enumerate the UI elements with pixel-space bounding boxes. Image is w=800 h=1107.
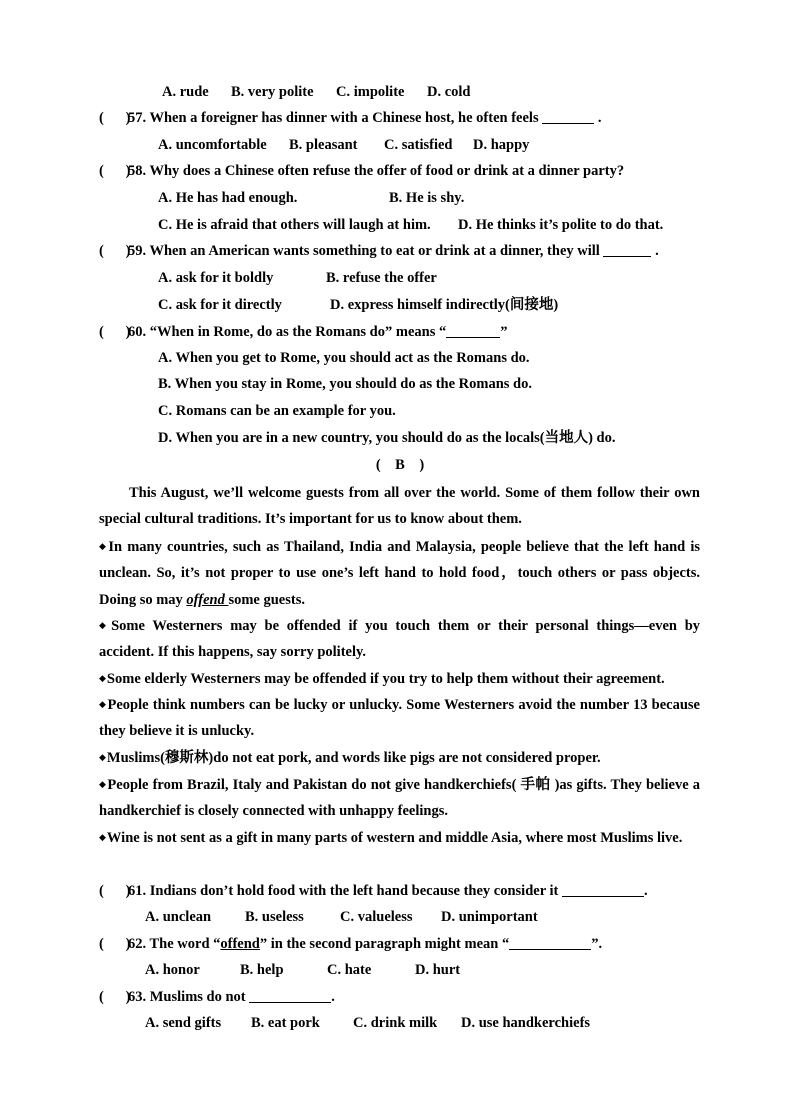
- passage-paragraph-7: [99, 824, 700, 851]
- q61-text-row: [128, 881, 648, 901]
- q62-text-start: 62. The word “: [128, 936, 221, 952]
- q62-option-b: B. help: [240, 962, 284, 978]
- section-b-heading: ( B ): [375, 457, 425, 473]
- q63-text-row: [128, 987, 335, 1007]
- answer-blank[interactable]: [509, 935, 591, 950]
- q58-option-d: D. He thinks it’s polite to do that.: [458, 217, 664, 233]
- q63-option-a: A. send gifts: [145, 1015, 222, 1031]
- q61-option-a: A. unclean: [145, 909, 212, 925]
- q60-text-row: [128, 322, 507, 342]
- diamond-bullet-icon: ◆: [99, 752, 106, 762]
- passage-paragraph-6: [99, 771, 700, 825]
- diamond-bullet-icon: ◆: [99, 699, 107, 709]
- q62-option-a: A. honor: [145, 962, 200, 978]
- q59-option-b: B. refuse the offer: [326, 270, 437, 286]
- q60-option-b: B. When you stay in Rome, you should do as the Romans do.: [158, 376, 532, 392]
- passage-paragraph-4: [99, 691, 700, 745]
- q61-option-d: D. unimportant: [441, 909, 538, 925]
- answer-paren[interactable]: ( ): [99, 163, 131, 179]
- q56-option-b: B. very polite: [231, 84, 314, 100]
- q58-text: 58. Why does a Chinese often refuse the offer of food or drink at a dinner party?: [128, 163, 625, 179]
- q59-text-row: [128, 241, 659, 261]
- q57-end: .: [597, 110, 602, 126]
- q61-option-b: B. useless: [245, 909, 304, 925]
- q62-text-end: ”.: [591, 936, 603, 952]
- answer-paren[interactable]: ( ): [99, 883, 131, 899]
- answer-blank[interactable]: [562, 882, 644, 897]
- answer-paren[interactable]: ( ): [99, 936, 131, 952]
- q56-option-d: D. cold: [427, 84, 471, 100]
- q59-option-c: C. ask for it directly: [158, 297, 282, 313]
- q59-text: 59. When an American wants something to eat or drink at a dinner, they will: [128, 243, 600, 259]
- q57-option-b: B. pleasant: [289, 137, 358, 153]
- q62-text-row: [128, 934, 602, 954]
- q62-option-c: C. hate: [327, 962, 372, 978]
- offend-word: offend: [186, 591, 229, 608]
- q57-option-c: C. satisfied: [384, 137, 453, 153]
- q58-option-c: C. He is afraid that others will laugh at him.: [158, 217, 431, 233]
- q56-option-a: A. rude: [162, 84, 209, 100]
- q59-end: .: [655, 243, 659, 259]
- diamond-bullet-icon: ◆: [99, 832, 106, 842]
- answer-paren[interactable]: ( ): [99, 110, 131, 126]
- answer-blank[interactable]: [249, 988, 331, 1003]
- answer-paren[interactable]: ( ): [99, 989, 131, 1005]
- q62-text-mid: ” in the second paragraph might mean “: [259, 936, 510, 952]
- passage-paragraph-1: [99, 533, 700, 613]
- answer-paren[interactable]: ( ): [99, 243, 131, 259]
- paragraph-1-end: some guests.: [228, 591, 305, 608]
- q60-text-end: ”: [500, 324, 508, 340]
- q57-text: 57. When a foreigner has dinner with a Chinese host, he often feels: [128, 110, 539, 126]
- q63-end: .: [331, 989, 335, 1005]
- q57-text-row: [128, 108, 601, 128]
- q63-text: 63. Muslims do not: [128, 989, 246, 1005]
- q61-option-c: C. valueless: [340, 909, 413, 925]
- passage-paragraph-3: [99, 665, 700, 692]
- answer-blank[interactable]: [542, 109, 594, 124]
- q63-option-c: C. drink milk: [353, 1015, 438, 1031]
- q61-text: 61. Indians don’t hold food with the left hand because they consider it: [128, 883, 559, 899]
- q61-end: .: [644, 883, 648, 899]
- q59-option-d: D. express himself indirectly(间接地): [330, 297, 559, 313]
- paragraph-6-text: People from Brazil, Italy and Pakistan do not give handkerchiefs( 手帕 )as gifts. They believe a handkerchief is closely connected with unhappy feelings.: [99, 777, 700, 820]
- q62-offend-word: offend: [220, 936, 260, 952]
- q63-option-d: D. use handkerchiefs: [461, 1015, 591, 1031]
- q58-option-b: B. He is shy.: [389, 190, 465, 206]
- q59-option-a: A. ask for it boldly: [158, 270, 274, 286]
- q60-text-start: 60. “When in Rome, do as the Romans do” means “: [128, 324, 447, 340]
- q56-option-c: C. impolite: [336, 84, 405, 100]
- q63-option-b: B. eat pork: [251, 1015, 320, 1031]
- passage-intro: This August, we’ll welcome guests from all over the world. Some of them follow their own special cultural traditions. It’s important for us to know about them.: [99, 485, 700, 528]
- q58-option-a: A. He has had enough.: [158, 190, 298, 206]
- diamond-bullet-icon: ◆: [99, 541, 108, 551]
- q60-option-c: C. Romans can be an example for you.: [158, 403, 396, 419]
- diamond-bullet-icon: ◆: [99, 779, 107, 789]
- passage-paragraph-2: [99, 612, 700, 666]
- diamond-bullet-icon: ◆: [99, 673, 106, 683]
- answer-paren[interactable]: ( ): [99, 324, 131, 340]
- paragraph-2-text: Some Westerners may be offended if you touch them or their personal things—even by accident. If this happens, say sorry politely.: [99, 618, 701, 661]
- paragraph-7-text: Wine is not sent as a gift in many parts of western and middle Asia, where most Muslims live.: [106, 830, 683, 846]
- q60-option-d: D. When you are in a new country, you should do as the locals(当地人) do.: [158, 430, 616, 446]
- diamond-bullet-icon: ◆: [99, 620, 111, 630]
- q62-option-d: D. hurt: [415, 962, 461, 978]
- answer-blank[interactable]: [446, 323, 500, 338]
- answer-blank[interactable]: [603, 242, 651, 257]
- q57-option-d: D. happy: [473, 137, 530, 153]
- q60-option-a: A. When you get to Rome, you should act as the Romans do.: [158, 350, 530, 366]
- paragraph-5-text: Muslims(穆斯林)do not eat pork, and words like pigs are not considered proper.: [106, 750, 601, 766]
- passage-paragraph-5: [99, 744, 700, 771]
- paragraph-1-start: In many countries, such as Thailand, India and Malaysia, people believe that the left hand is unclean. So, it’s not proper to use one’s left hand to hold food，touch others or pass objects. Doing so may: [99, 539, 700, 608]
- paragraph-4-text: People think numbers can be lucky or unlucky. Some Westerners avoid the number 13 because they believe it is unlucky.: [99, 697, 700, 740]
- paragraph-3-text: Some elderly Westerners may be offended if you try to help them without their agreement.: [106, 671, 665, 687]
- q57-option-a: A. uncomfortable: [158, 137, 267, 153]
